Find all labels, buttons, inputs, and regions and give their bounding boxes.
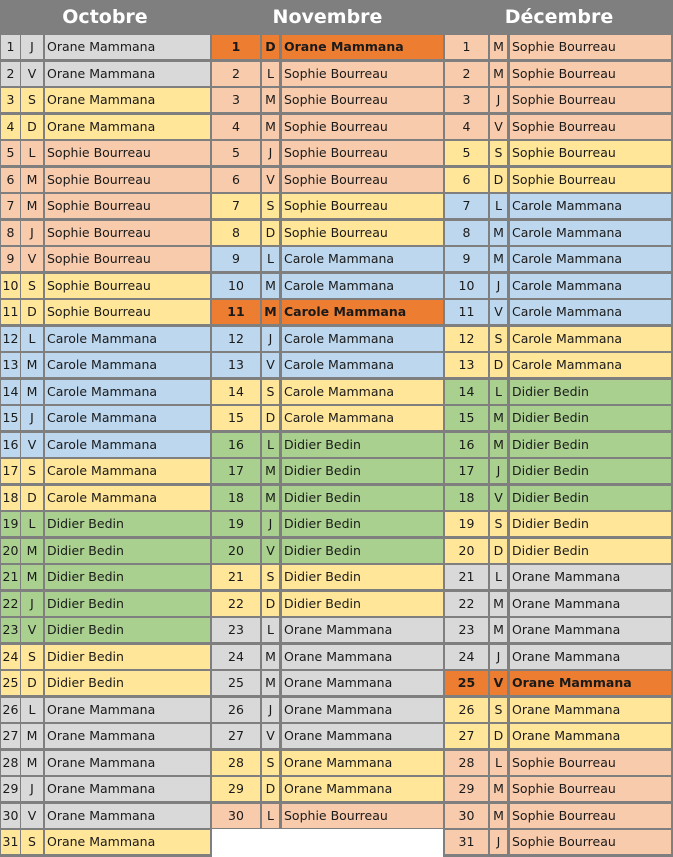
day-number: 15: [445, 406, 488, 430]
day-number: 23: [212, 618, 260, 642]
day-number: 6: [445, 168, 488, 192]
on-call-name: Sophie Bourreau: [282, 115, 443, 139]
day-number: 11: [1, 300, 20, 324]
day-number: 20: [212, 539, 260, 563]
on-call-name: Sophie Bourreau: [510, 88, 671, 112]
weekday-letter: L: [490, 194, 507, 218]
weekday-letter: M: [490, 433, 507, 457]
day-number: 29: [1, 777, 20, 801]
weekday-letter: V: [262, 353, 279, 377]
day-number: 9: [445, 247, 488, 271]
on-call-name: Orane Mammana: [282, 724, 443, 748]
weekday-letter: L: [21, 141, 43, 165]
weekday-letter: J: [21, 592, 43, 616]
on-call-name: Sophie Bourreau: [45, 300, 210, 324]
weekday-letter: J: [21, 221, 43, 245]
on-call-name: Orane Mammana: [510, 724, 671, 748]
on-call-name: Carole Mammana: [510, 194, 671, 218]
weekday-letter: M: [262, 115, 279, 139]
day-number: 9: [1, 247, 20, 271]
weekday-letter: M: [262, 88, 279, 112]
month-header-octobre: Octobre: [62, 6, 148, 28]
weekday-letter: M: [490, 406, 507, 430]
weekday-letter: M: [490, 35, 507, 59]
on-call-name: Orane Mammana: [45, 88, 210, 112]
on-call-name: Orane Mammana: [45, 804, 210, 828]
weekday-letter: D: [262, 592, 279, 616]
day-number: 31: [1, 830, 20, 854]
on-call-name: Sophie Bourreau: [282, 804, 443, 828]
day-number: 2: [212, 62, 260, 86]
weekday-letter: L: [490, 565, 507, 589]
on-call-name: Sophie Bourreau: [510, 35, 671, 59]
day-number: 28: [1, 751, 20, 775]
day-number: 10: [445, 274, 488, 298]
weekday-letter: S: [21, 830, 43, 854]
on-call-name: Sophie Bourreau: [282, 168, 443, 192]
day-number: 5: [1, 141, 20, 165]
weekday-letter: J: [262, 327, 279, 351]
on-call-name: Sophie Bourreau: [282, 221, 443, 245]
day-number: 17: [445, 459, 488, 483]
on-call-name: Orane Mammana: [510, 565, 671, 589]
day-number: 26: [445, 698, 488, 722]
on-call-name: Orane Mammana: [45, 777, 210, 801]
weekday-letter: J: [21, 777, 43, 801]
on-call-name: Carole Mammana: [282, 274, 443, 298]
weekday-letter: L: [490, 751, 507, 775]
day-number: 27: [445, 724, 488, 748]
day-number: 29: [212, 777, 260, 801]
weekday-letter: J: [262, 698, 279, 722]
on-call-name: Carole Mammana: [45, 486, 210, 510]
on-call-name: Didier Bedin: [282, 433, 443, 457]
on-call-name: Sophie Bourreau: [282, 141, 443, 165]
on-call-name: Didier Bedin: [45, 539, 210, 563]
on-call-name: Sophie Bourreau: [510, 115, 671, 139]
weekday-letter: V: [490, 671, 507, 695]
on-call-name: Didier Bedin: [282, 486, 443, 510]
weekday-letter: S: [490, 512, 507, 536]
day-number: 8: [212, 221, 260, 245]
day-number: 8: [445, 221, 488, 245]
day-number: 31: [445, 830, 488, 854]
weekday-letter: M: [262, 300, 279, 324]
weekday-letter: J: [490, 645, 507, 669]
day-number: 11: [212, 300, 260, 324]
weekday-letter: M: [21, 539, 43, 563]
on-call-name: Carole Mammana: [282, 247, 443, 271]
on-call-name: Orane Mammana: [282, 671, 443, 695]
on-call-name: Sophie Bourreau: [45, 168, 210, 192]
day-number: 21: [1, 565, 20, 589]
weekday-letter: S: [262, 380, 279, 404]
day-number: 3: [1, 88, 20, 112]
weekday-letter: V: [21, 247, 43, 271]
on-call-name: Orane Mammana: [510, 618, 671, 642]
on-call-name: Sophie Bourreau: [45, 221, 210, 245]
day-number: 27: [212, 724, 260, 748]
on-call-name: Didier Bedin: [282, 459, 443, 483]
on-call-name: Sophie Bourreau: [510, 830, 671, 854]
day-number: 10: [212, 274, 260, 298]
on-call-name: Carole Mammana: [510, 221, 671, 245]
day-number: 18: [445, 486, 488, 510]
day-number: 19: [1, 512, 20, 536]
on-call-name: Carole Mammana: [282, 353, 443, 377]
on-call-name: Orane Mammana: [45, 115, 210, 139]
weekday-letter: S: [490, 141, 507, 165]
day-number: 12: [1, 327, 20, 351]
weekday-letter: J: [490, 830, 507, 854]
day-number: 17: [212, 459, 260, 483]
weekday-letter: V: [262, 168, 279, 192]
month-header-novembre: Novembre: [272, 6, 383, 28]
day-number: 26: [1, 698, 20, 722]
day-number: 2: [445, 62, 488, 86]
weekday-letter: L: [262, 804, 279, 828]
month-header-decembre: Décembre: [504, 6, 614, 28]
day-number: 13: [212, 353, 260, 377]
weekday-letter: D: [262, 221, 279, 245]
weekday-letter: M: [21, 724, 43, 748]
weekday-letter: S: [262, 194, 279, 218]
day-number: 16: [212, 433, 260, 457]
day-number: 6: [1, 168, 20, 192]
day-number: 8: [1, 221, 20, 245]
day-number: 5: [212, 141, 260, 165]
on-call-name: Orane Mammana: [282, 35, 443, 59]
weekday-letter: V: [490, 486, 507, 510]
weekday-letter: L: [21, 327, 43, 351]
weekday-letter: M: [21, 168, 43, 192]
weekday-letter: D: [262, 777, 279, 801]
on-call-name: Didier Bedin: [510, 380, 671, 404]
on-call-name: Orane Mammana: [282, 777, 443, 801]
weekday-letter: D: [490, 724, 507, 748]
day-number: 6: [212, 168, 260, 192]
day-number: 23: [1, 618, 20, 642]
weekday-letter: J: [262, 141, 279, 165]
on-call-name: Didier Bedin: [510, 486, 671, 510]
on-call-name: Orane Mammana: [282, 698, 443, 722]
day-number: 1: [445, 35, 488, 59]
weekday-letter: M: [21, 751, 43, 775]
weekday-letter: M: [262, 486, 279, 510]
on-call-name: Didier Bedin: [510, 406, 671, 430]
weekday-letter: M: [262, 274, 279, 298]
day-number: 15: [212, 406, 260, 430]
weekday-letter: M: [490, 247, 507, 271]
day-number: 4: [1, 115, 20, 139]
on-call-name: Carole Mammana: [45, 433, 210, 457]
day-number: 22: [1, 592, 20, 616]
on-call-name: Didier Bedin: [510, 539, 671, 563]
on-call-name: Carole Mammana: [510, 247, 671, 271]
weekday-letter: S: [490, 698, 507, 722]
weekday-letter: D: [490, 168, 507, 192]
day-number: 28: [212, 751, 260, 775]
weekday-letter: M: [490, 804, 507, 828]
day-number: 25: [212, 671, 260, 695]
day-number: 20: [1, 539, 20, 563]
weekday-letter: V: [262, 539, 279, 563]
on-call-name: Sophie Bourreau: [510, 168, 671, 192]
day-number: 28: [445, 751, 488, 775]
day-number: 5: [445, 141, 488, 165]
weekday-letter: J: [21, 35, 43, 59]
on-call-name: Orane Mammana: [510, 671, 671, 695]
on-call-name: Sophie Bourreau: [45, 274, 210, 298]
weekday-letter: D: [490, 539, 507, 563]
weekday-letter: M: [490, 618, 507, 642]
day-number: 10: [1, 274, 20, 298]
on-call-name: Orane Mammana: [45, 830, 210, 854]
weekday-letter: M: [21, 380, 43, 404]
on-call-name: Carole Mammana: [510, 327, 671, 351]
on-call-name: Sophie Bourreau: [282, 194, 443, 218]
weekday-letter: L: [262, 433, 279, 457]
weekday-letter: V: [21, 62, 43, 86]
day-number: 19: [445, 512, 488, 536]
on-call-name: Carole Mammana: [510, 300, 671, 324]
on-call-name: Carole Mammana: [45, 459, 210, 483]
day-number: 30: [212, 804, 260, 828]
weekday-letter: L: [21, 512, 43, 536]
weekday-letter: L: [262, 247, 279, 271]
on-call-name: Sophie Bourreau: [282, 88, 443, 112]
day-number: 7: [212, 194, 260, 218]
on-call-name: Orane Mammana: [510, 645, 671, 669]
weekday-letter: D: [262, 406, 279, 430]
on-call-name: Orane Mammana: [45, 698, 210, 722]
weekday-letter: L: [490, 380, 507, 404]
weekday-letter: D: [262, 35, 279, 59]
on-call-name: Sophie Bourreau: [510, 62, 671, 86]
weekday-letter: V: [21, 804, 43, 828]
day-number: 30: [1, 804, 20, 828]
day-number: 24: [1, 645, 20, 669]
day-number: 16: [1, 433, 20, 457]
weekday-letter: D: [21, 486, 43, 510]
day-number: 14: [212, 380, 260, 404]
weekday-letter: S: [21, 645, 43, 669]
weekday-letter: M: [490, 62, 507, 86]
on-call-name: Didier Bedin: [282, 592, 443, 616]
day-number: 11: [445, 300, 488, 324]
on-call-name: Carole Mammana: [510, 274, 671, 298]
weekday-letter: M: [490, 221, 507, 245]
day-number: 7: [445, 194, 488, 218]
day-number: 17: [1, 459, 20, 483]
on-call-name: Didier Bedin: [45, 592, 210, 616]
weekday-letter: D: [21, 671, 43, 695]
on-call-name: Didier Bedin: [45, 565, 210, 589]
on-call-name: Orane Mammana: [282, 751, 443, 775]
on-call-name: Didier Bedin: [45, 645, 210, 669]
weekday-letter: V: [21, 433, 43, 457]
on-call-name: Sophie Bourreau: [510, 804, 671, 828]
day-number: 3: [445, 88, 488, 112]
weekday-letter: L: [21, 698, 43, 722]
weekday-letter: S: [21, 459, 43, 483]
on-call-name: Carole Mammana: [282, 380, 443, 404]
on-call-name: Sophie Bourreau: [510, 751, 671, 775]
on-call-name: Carole Mammana: [282, 327, 443, 351]
weekday-letter: V: [262, 724, 279, 748]
on-call-name: Orane Mammana: [45, 724, 210, 748]
on-call-name: Carole Mammana: [45, 380, 210, 404]
day-number: 25: [1, 671, 20, 695]
day-number: 22: [212, 592, 260, 616]
on-call-name: Orane Mammana: [45, 751, 210, 775]
weekday-letter: M: [262, 645, 279, 669]
weekday-letter: M: [21, 565, 43, 589]
day-number: 12: [212, 327, 260, 351]
on-call-name: Didier Bedin: [282, 539, 443, 563]
day-number: 24: [212, 645, 260, 669]
day-number: 18: [212, 486, 260, 510]
on-call-name: Orane Mammana: [45, 62, 210, 86]
weekday-letter: D: [21, 115, 43, 139]
weekday-letter: M: [21, 353, 43, 377]
on-call-name: Didier Bedin: [45, 671, 210, 695]
day-number: 7: [1, 194, 20, 218]
weekday-letter: S: [21, 88, 43, 112]
day-number: 1: [212, 35, 260, 59]
day-number: 14: [445, 380, 488, 404]
on-call-name: Carole Mammana: [45, 353, 210, 377]
on-call-name: Carole Mammana: [45, 327, 210, 351]
empty-area-novembre: [212, 829, 443, 857]
on-call-name: Didier Bedin: [45, 618, 210, 642]
weekday-letter: S: [490, 327, 507, 351]
weekday-letter: J: [490, 459, 507, 483]
on-call-name: Sophie Bourreau: [45, 194, 210, 218]
weekday-letter: J: [490, 274, 507, 298]
day-number: 20: [445, 539, 488, 563]
day-number: 27: [1, 724, 20, 748]
weekday-letter: S: [262, 751, 279, 775]
on-call-name: Carole Mammana: [510, 353, 671, 377]
day-number: 18: [1, 486, 20, 510]
weekday-letter: D: [21, 300, 43, 324]
on-call-name: Didier Bedin: [282, 512, 443, 536]
day-number: 29: [445, 777, 488, 801]
day-number: 3: [212, 88, 260, 112]
day-number: 13: [1, 353, 20, 377]
on-call-name: Orane Mammana: [510, 592, 671, 616]
day-number: 2: [1, 62, 20, 86]
weekday-letter: S: [262, 565, 279, 589]
day-number: 25: [445, 671, 488, 695]
on-call-name: Sophie Bourreau: [45, 247, 210, 271]
day-number: 4: [445, 115, 488, 139]
on-call-name: Sophie Bourreau: [510, 141, 671, 165]
weekday-letter: L: [262, 618, 279, 642]
on-call-name: Didier Bedin: [510, 433, 671, 457]
weekday-letter: J: [21, 406, 43, 430]
day-number: 16: [445, 433, 488, 457]
weekday-letter: V: [490, 300, 507, 324]
day-number: 30: [445, 804, 488, 828]
day-number: 24: [445, 645, 488, 669]
weekday-letter: J: [490, 88, 507, 112]
weekday-letter: M: [21, 194, 43, 218]
day-number: 15: [1, 406, 20, 430]
day-number: 14: [1, 380, 20, 404]
day-number: 19: [212, 512, 260, 536]
day-number: 22: [445, 592, 488, 616]
day-number: 4: [212, 115, 260, 139]
on-call-name: Orane Mammana: [282, 645, 443, 669]
weekday-letter: S: [21, 274, 43, 298]
day-number: 13: [445, 353, 488, 377]
weekday-letter: D: [490, 353, 507, 377]
on-call-name: Orane Mammana: [282, 618, 443, 642]
day-number: 1: [1, 35, 20, 59]
weekday-letter: L: [262, 62, 279, 86]
weekday-letter: V: [490, 115, 507, 139]
on-call-name: Sophie Bourreau: [510, 777, 671, 801]
on-call-name: Didier Bedin: [510, 459, 671, 483]
on-call-name: Didier Bedin: [282, 565, 443, 589]
on-call-name: Carole Mammana: [45, 406, 210, 430]
on-call-name: Orane Mammana: [510, 698, 671, 722]
on-call-name: Carole Mammana: [282, 406, 443, 430]
day-number: 9: [212, 247, 260, 271]
on-call-name: Orane Mammana: [45, 35, 210, 59]
weekday-letter: M: [490, 777, 507, 801]
day-number: 26: [212, 698, 260, 722]
weekday-letter: M: [490, 592, 507, 616]
day-number: 23: [445, 618, 488, 642]
on-call-name: Didier Bedin: [510, 512, 671, 536]
day-number: 21: [445, 565, 488, 589]
on-call-name: Sophie Bourreau: [45, 141, 210, 165]
on-call-name: Sophie Bourreau: [282, 62, 443, 86]
day-number: 12: [445, 327, 488, 351]
weekday-letter: J: [262, 512, 279, 536]
day-number: 21: [212, 565, 260, 589]
on-call-name: Didier Bedin: [45, 512, 210, 536]
weekday-letter: M: [262, 671, 279, 695]
weekday-letter: V: [21, 618, 43, 642]
on-call-name: Carole Mammana: [282, 300, 443, 324]
weekday-letter: M: [262, 459, 279, 483]
